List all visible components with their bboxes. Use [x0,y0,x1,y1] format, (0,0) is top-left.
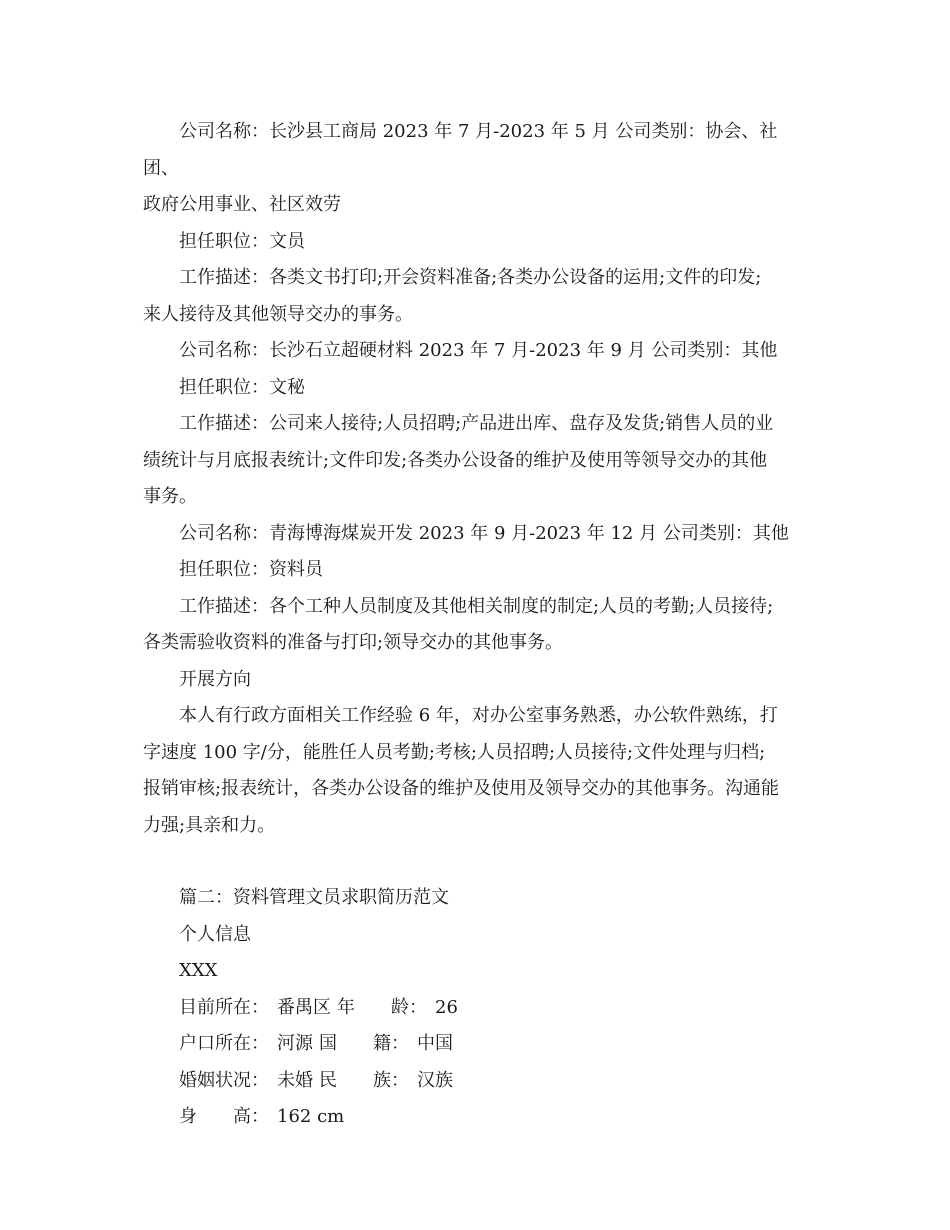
info-value: 番禺区 [277,996,331,1018]
description-line-cont: 绩统计与月底报表统计;文件印发;各类办公设备的维护及使用等领导交办的其他 [143,449,768,471]
info-row-height [143,1099,808,1136]
info-label: 户口所在： [179,1033,269,1054]
description-line: 工作描述：各个工种人员制度及其他相关制度的制定;人员的考勤;人员接待; [179,595,774,617]
direction-text: 本人有行政方面相关工作经验 6 年，对办公室事务熟悉，办公软件熟练，打 [179,705,778,726]
info-row-marital [143,1063,808,1100]
info-label: 民 族： [319,1069,409,1091]
experience-entry-2 [143,333,808,516]
info-label: 国 籍： [319,1033,409,1054]
info-value: 河源 [277,1033,313,1054]
company-line: 公司名称：青海博海煤炭开发 2023 年 9 月-2023 年 12 月 公司类别：其他 [179,522,789,544]
description-line-cont: 来人接待及其他领导交办的事务。 [143,303,413,325]
info-label: 婚姻状况： [179,1069,269,1091]
info-row-hukou [143,1026,808,1063]
experience-entry-1 [143,114,808,333]
position-line: 担任职位：文员 [179,230,305,252]
info-row-location [143,990,808,1027]
section-gap [143,844,808,880]
direction-heading: 开展方向 [179,668,251,690]
info-value: 26 [435,996,458,1018]
section-two [143,880,808,1136]
career-direction [143,662,808,845]
info-value: 未婚 [277,1069,313,1091]
info-value: 汉族 [417,1069,453,1091]
direction-text-cont: 字速度 100 字/分，能胜任人员考勤;考核;人员招聘;人员接待;文件处理与归档; [143,741,766,763]
section-subtitle: 个人信息 [179,923,251,945]
position-line: 担任职位：文秘 [179,376,305,398]
info-label: 身 高： [179,1106,269,1127]
company-line: 公司名称：长沙县工商局 2023 年 7 月-2023 年 5 月 公司类别：协会、社团、 [143,121,778,179]
info-label: 目前所在： [179,996,269,1018]
info-value: 162 cm [277,1106,345,1127]
experience-entry-3 [143,516,808,662]
description-line-cont: 各类需验收资料的准备与打印;领导交办的其他事务。 [143,632,564,653]
person-name: XXX [179,960,218,981]
position-line: 担任职位：资料员 [179,559,323,580]
description-line: 工作描述：各类文书打印;开会资料准备;各类办公设备的运用;文件的印发; [179,267,762,288]
section-title: 篇二：资料管理文员求职简历范文 [179,887,449,908]
resume-content [143,114,808,1136]
description-line: 工作描述：公司来人接待;人员招聘;产品进出库、盘存及发货;销售人员的业 [179,413,774,434]
info-value: 中国 [417,1033,453,1054]
company-line: 公司名称：长沙石立超硬材料 2023 年 7 月-2023 年 9 月 公司类别：其他 [179,340,778,361]
direction-text-cont: 力强;具亲和力。 [143,814,276,836]
description-line-cont: 事务。 [143,486,197,507]
info-label: 年 龄： [337,996,427,1018]
direction-text-cont: 报销审核;报表统计，各类办公设备的维护及使用及领导交办的其他事务。沟通能 [143,778,780,799]
company-line-cont: 政府公用事业、社区效劳 [143,194,341,215]
